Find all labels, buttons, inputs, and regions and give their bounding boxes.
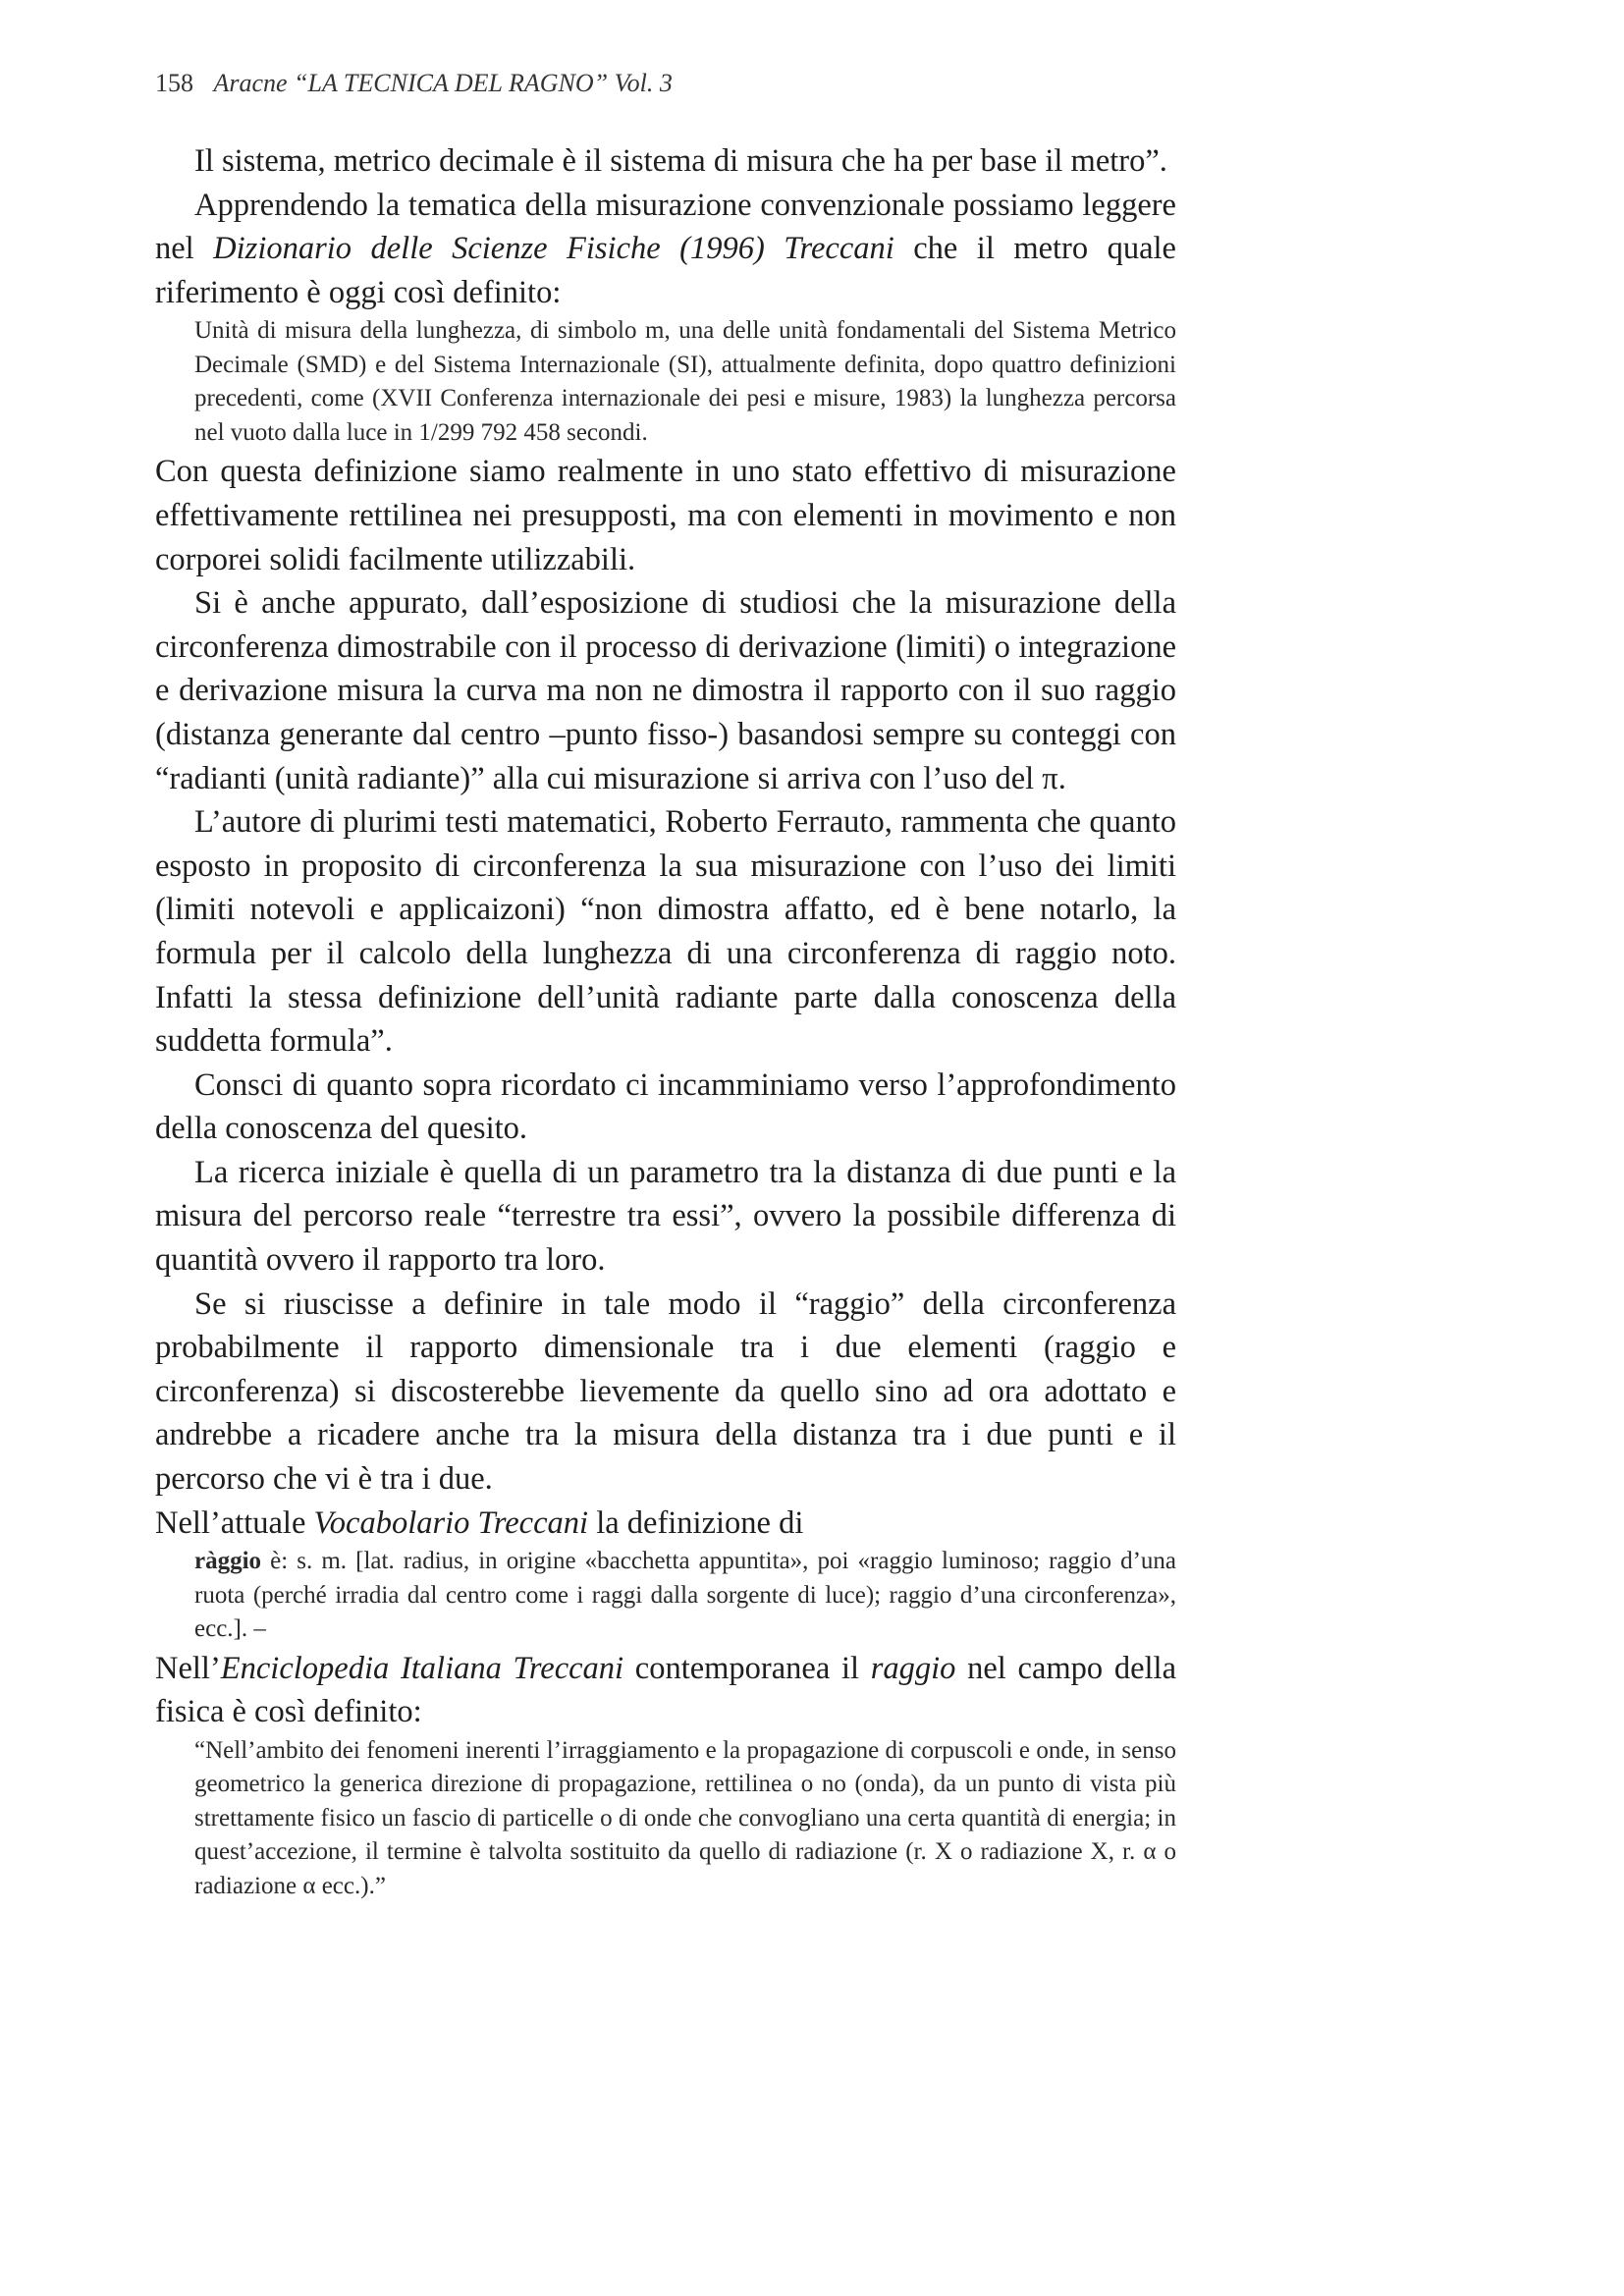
paragraph: Se si riuscisse a definire in tale modo il “raggio” della circonferenza probabilmente il rapporto dimensionale tra i due elementi (raggio e circonferenza) si discosterebbe lievemente da quello sino ad ora adottato e andrebbe a ricadere anche tra la misura della distanza tra i due punti e il percorso che vi è tra i due. [155, 1285, 1176, 1498]
paragraph: Si è anche appurato, dall’esposizione di studiosi che la misurazione della circonferenza dimostrabile con il processo di derivazione (limiti) o integrazione e derivazione misura la curva ma non ne dimostra il rapporto con il suo raggio (distanza generante dal centro –punto fisso-) basandosi sempre su conteggi con “radianti (unità radiante)” alla cui misurazione si arriva con l’uso del π. [155, 585, 1176, 796]
work-title: Enciclopedia Italiana Treccani [220, 1650, 624, 1686]
work-title: Dizionario delle Scienze Fisiche (1996) Treccani [213, 231, 894, 267]
paragraph: Consci di quanto sopra ricordato ci incamminiamo verso l’approfondimento della conoscenza del quesito. [155, 1066, 1176, 1147]
work-title: Vocabolario Treccani [313, 1504, 589, 1541]
running-header [155, 69, 673, 98]
page-number: 158 [155, 69, 193, 97]
text-span: contemporanea il [623, 1650, 871, 1686]
paragraph [155, 1647, 1176, 1734]
text-span: Apprendendo la tematica della misurazione convenzionale possiamo leggere nel [155, 187, 1176, 267]
paragraph: La ricerca iniziale è quella di un parametro tra la distanza di due punti e la misura del percorso reale “terrestre tra essi”, ovvero la possibile differenza di quantità ovvero il rapporto tra loro. [155, 1154, 1176, 1279]
dictionary-term: ràggio [194, 1548, 262, 1575]
paragraph: Con questa definizione siamo realmente in uno stato effettivo di misurazione effettivamente rettilinea nei presupposti, ma con elementi in movimento e non corporei solidi facilmente utilizzabili. [155, 454, 1176, 577]
paragraph: L’autore di plurimi testi matematici, Roberto Ferrauto, rammenta che quanto esposto in proposito di circonferenza la sua misurazione con l’uso dei limiti (limiti notevoli e applicaizoni) “non dimostra affatto, ed è bene notarlo, la formula per il calcolo della lunghezza di una circonferenza di raggio noto. Infatti la stessa definizione dell’unità radiante parte dalla conoscenza della suddetta formula”. [155, 804, 1176, 1060]
paragraph [155, 1502, 1176, 1546]
text-span: che il metro quale riferimento è oggi così definito: [155, 231, 1176, 310]
text-span: la definizione di [588, 1504, 804, 1541]
emphasis: raggio [870, 1650, 956, 1686]
text-span: Nell’attuale [155, 1504, 314, 1541]
block-quote: “Nell’ambito dei fenomeni inerenti l’irraggiamento e la propagazione di corpuscoli e onde, in senso geometrico la generica direzione di propagazione, rettilinea o no (onda), da un punto di vista più strettamente fisico un fascio di particelle o di onde che convogliano una certa quantità di energia; in quest’accezione, il termine è talvolta sostituito da quello di radiazione (r. X o radiazione X, r. α o radiazione α ecc.).” [194, 1736, 1176, 1899]
text-span: è: s. m. [lat. radius, in origine «bacchetta appuntita», poi «raggio luminoso; raggio d’una ruota (perché irradia dal centro come i raggi dalla sorgente di luce); raggio d’una circonferenza», ecc.]. – [194, 1548, 1176, 1643]
block-quote [155, 1545, 1176, 1647]
running-title: Aracne “LA TECNICA DEL RAGNO” Vol. 3 [213, 69, 673, 97]
main-text [155, 139, 1176, 1903]
text-span: nel campo della fisica è così definito: [155, 1650, 1176, 1730]
paragraph [155, 184, 1176, 315]
block-quote: Unità di misura della lunghezza, di simbolo m, una delle unità fondamentali del Sistema Metrico Decimale (SMD) e del Sistema Internazionale (SI), attualmente definita, dopo quattro definizioni precedenti, come (XVII Conferenza internazionale dei pesi e misure, 1983) la lunghezza percorsa nel vuoto dalla luce in 1/299 792 458 secondi. [194, 317, 1176, 446]
paragraph: Il sistema, metrico decimale è il sistema di misura che ha per base il metro”. [194, 143, 1167, 179]
text-span: Nell’ [155, 1650, 221, 1686]
